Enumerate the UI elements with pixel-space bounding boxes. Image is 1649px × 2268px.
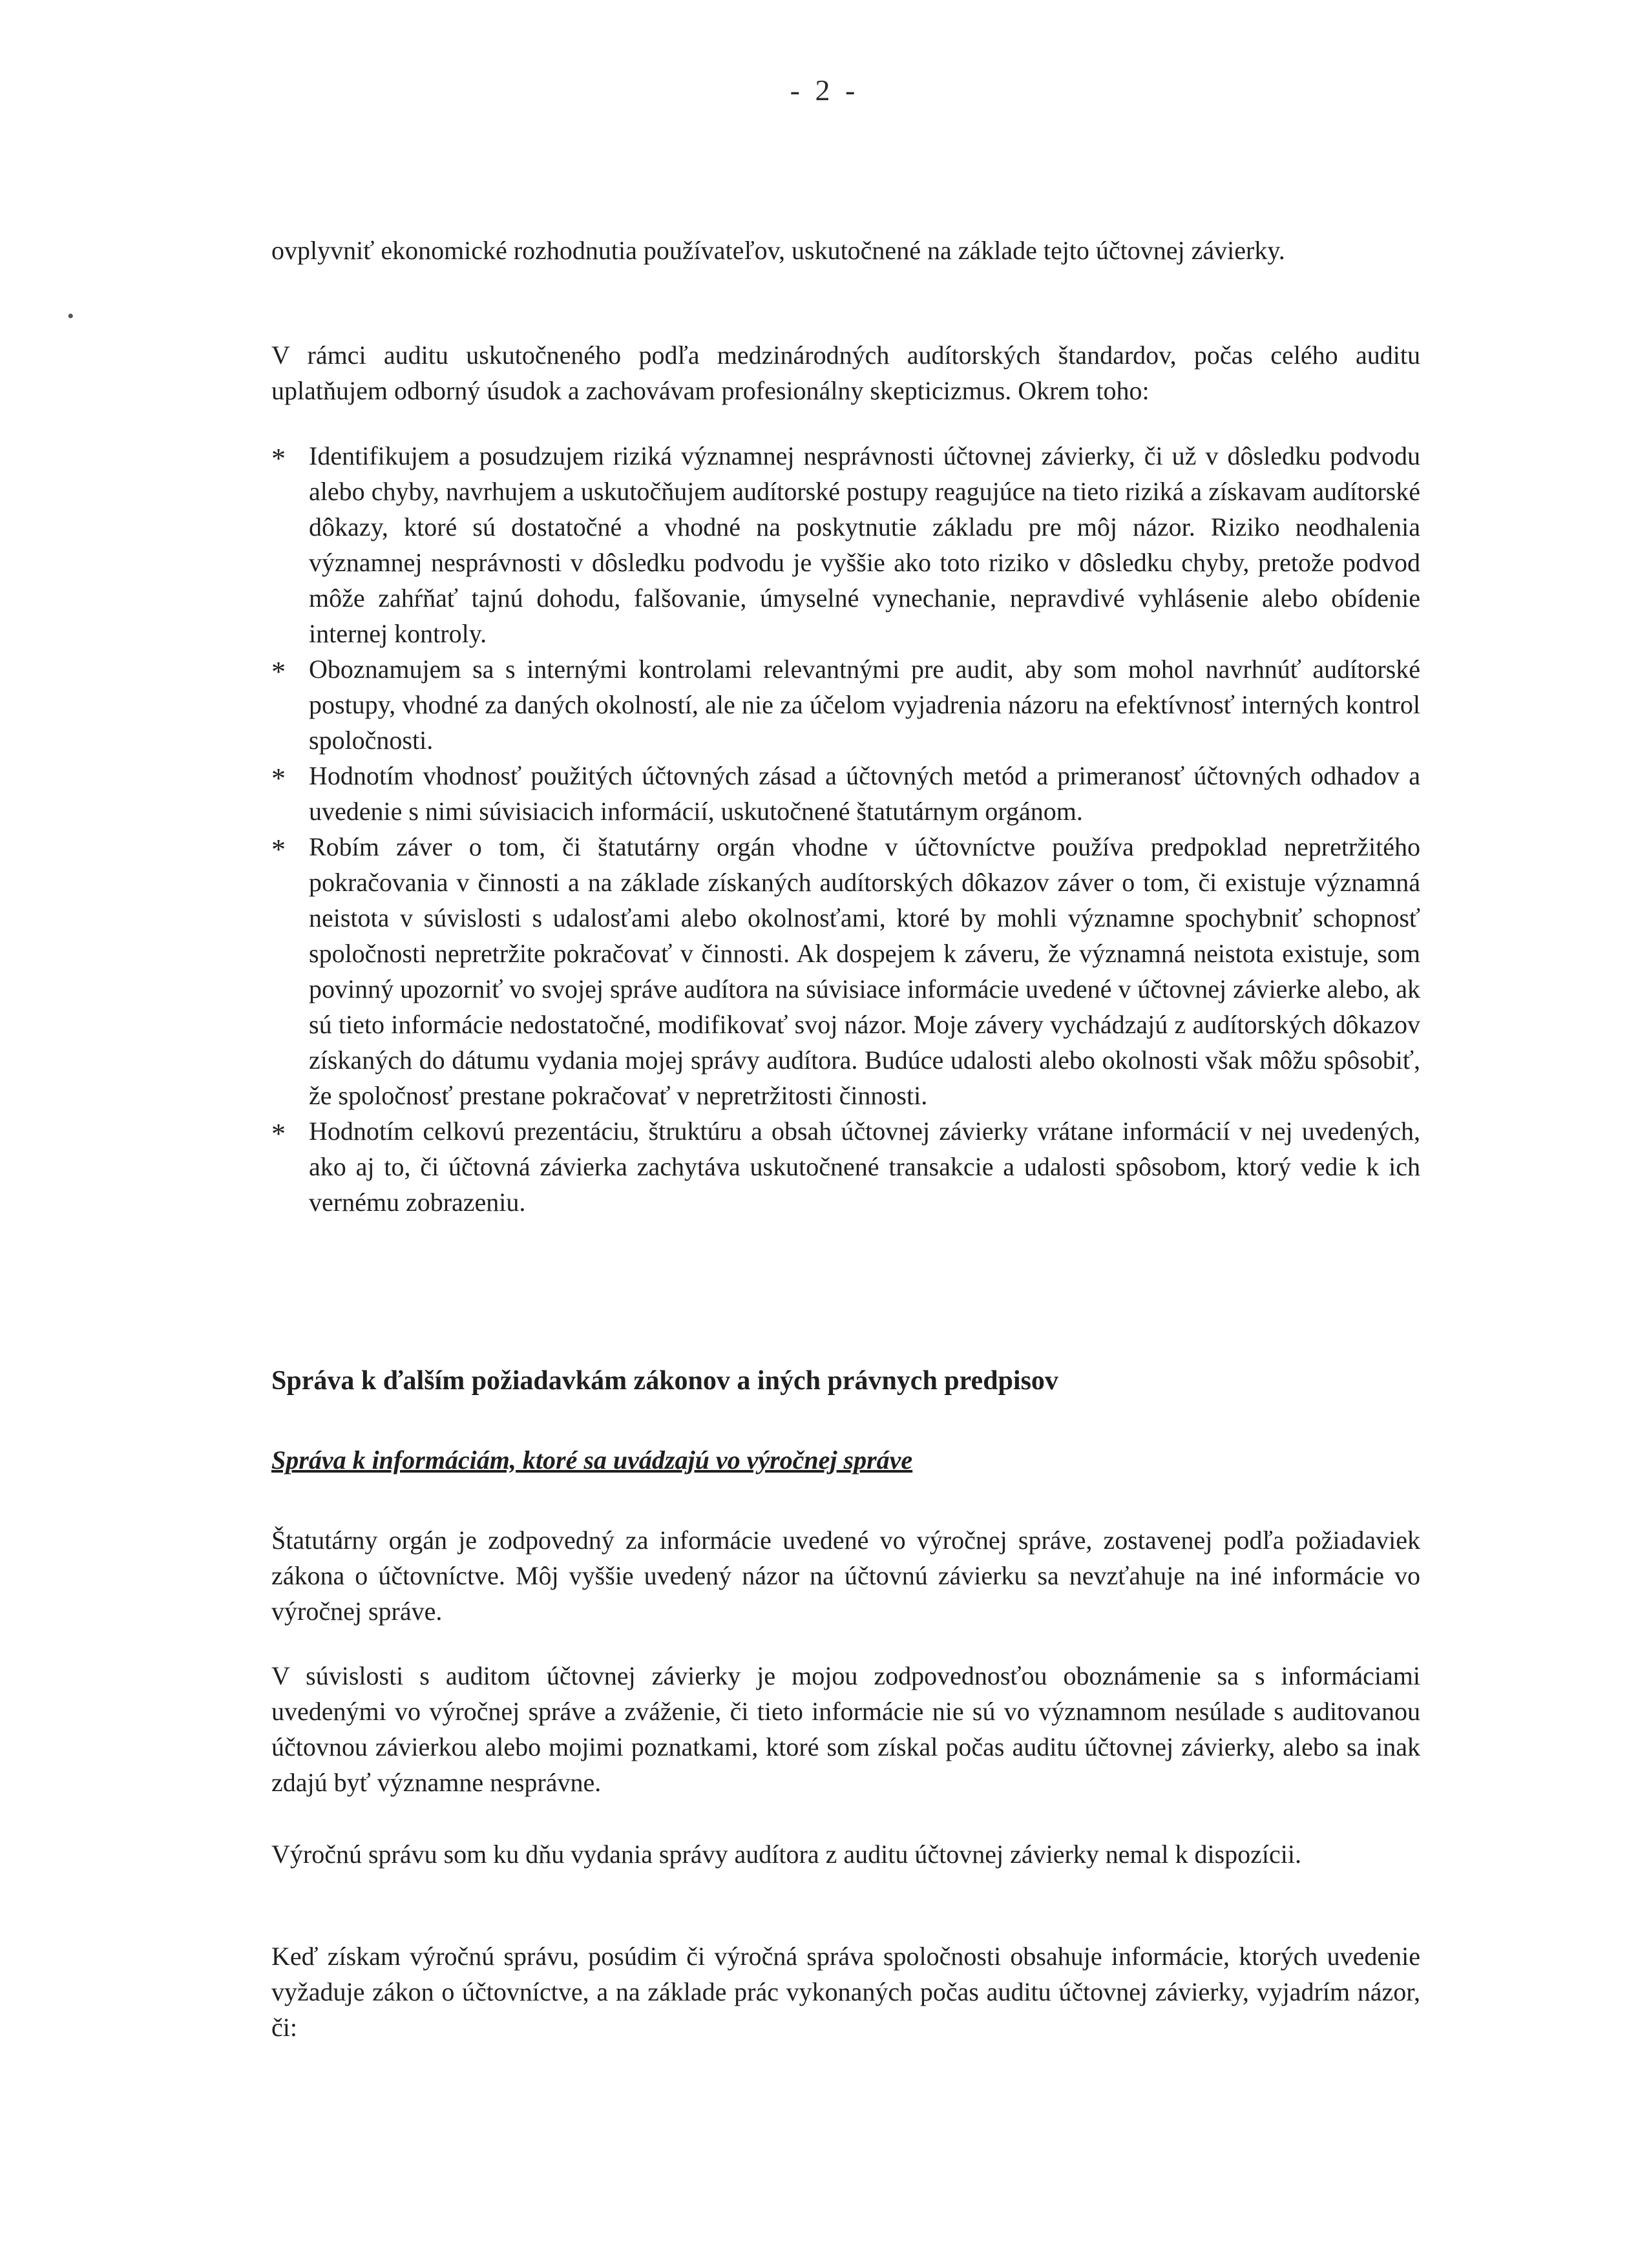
list-item-text: Oboznamujem sa s internými kontrolami relevantnými pre audit, aby som mohol navrhnúť audítorské postupy, vhodné za daných okolností, ale nie za účelom vyjadrenia názoru na efektívnosť interných kontrol spoločnosti. — [309, 655, 1420, 755]
paragraph-auditor-duty: V súvislosti s auditom účtovnej závierky je mojou zodpovednosťou oboznámenie sa s informáciami uvedenými vo výročnej správe a zváženie, či tieto informácie nie sú vo významnom nesúlade s auditovanou účtovnou závierkou alebo mojimi poznatkami, ktoré som získal počas auditu účtovnej závierky, alebo sa inak zdajú byť významne nesprávne. — [271, 1661, 1420, 1797]
section-heading: Správa k ďalším požiadavkám zákonov a iných právnych predpisov — [271, 1366, 1058, 1396]
list-item-text: Hodnotím vhodnosť použitých účtovných zásad a účtovných metód a primeranosť účtovných odhadov a uvedenie s nimi súvisiacich informácií, uskutočnené štatutárnym orgánom. — [309, 761, 1420, 826]
intro-paragraph: ovplyvniť ekonomické rozhodnutia používateľov, uskutočnené na základe tejto účtovnej závierky. — [271, 236, 1285, 265]
paragraph-responsibility: Štatutárny orgán je zodpovedný za informácie uvedené vo výročnej správe, zostavenej podľa požiadaviek zákona o účtovníctve. Môj vyššie uvedený názor na účtovnú závierku sa nevzťahuje na iné informácie vo výročnej správe. — [271, 1526, 1420, 1626]
list-item — [271, 651, 1420, 758]
list-item-text: Identifikujem a posudzujem riziká významnej nesprávnosti účtovnej závierky, či už v dôsledku podvodu alebo chyby, navrhujem a uskutočňujem audítorské postupy reagujúce na tieto riziká a získavam audítorské dôkazy, ktoré sú dostatočné a vhodné na poskytnutie základu pre môj názor. Riziko neodhalenia významnej nesprávnosti v dôsledku podvodu je vyššie ako toto riziko v dôsledku chyby, pretože podvod môže zahŕňať tajnú dohodu, falšovanie, úmyselné vynechanie, nepravdivé vyhlásenie alebo obídenie internej kontroly. — [309, 441, 1420, 648]
bullet-star: * — [271, 443, 286, 474]
list-item-text: Robím záver o tom, či štatutárny orgán vhodne v účtovníctve používa predpoklad nepretržitého pokračovania v činnosti a na základe získaných audítorských dôkazov záver o tom, či existuje významná neistota v súvislosti s udalosťami alebo okolnosťami, ktoré by mohli významne spochybniť schopnosť spoločnosti nepretržite pokračovať v činnosti. Ak dospejem k záveru, že významná neistota existuje, som povinný upozorniť vo svojej správe audítora na súvisiace informácie uvedené v účtovnej závierke alebo, ak sú tieto informácie nedostatočné, modifikovať svoj názor. Moje závery vychádzajú z audítorských dôkazov získaných do dátumu vydania mojej správy audítora. Budúce udalosti alebo okolnosti však môžu spôsobiť, že spoločnosť prestane pokračovať v nepretržitosti činnosti. — [309, 832, 1420, 1110]
audit-procedures-list — [271, 438, 1420, 1220]
bullet-star: * — [271, 762, 286, 794]
list-item — [271, 829, 1420, 1113]
paragraph-not-available: Výročnú správu som ku dňu vydania správy audítora z auditu účtovnej závierky nemal k dispozícii. — [271, 1840, 1302, 1869]
list-item — [271, 438, 1420, 651]
subsection-heading: Správa k informáciám, ktoré sa uvádzajú vo výročnej správe — [271, 1445, 913, 1475]
bullet-star: * — [271, 834, 286, 865]
bullet-star: * — [271, 1118, 286, 1150]
scope-paragraph: V rámci auditu uskutočneného podľa medzinárodných audítorských štandardov, počas celého auditu uplatňujem odborný úsudok a zachovávam profesionálny skepticizmus. Okrem toho: — [271, 341, 1420, 405]
list-item — [271, 758, 1420, 829]
list-item — [271, 1113, 1420, 1220]
page-number: - 2 - — [790, 74, 859, 107]
list-item-text: Hodnotím celkovú prezentáciu, štruktúru a obsah účtovnej závierky vrátane informácií v nej uvedených, ako aj to, či účtovná závierka zachytáva uskutočnené transakcie a udalosti spôsobom, ktorý vedie k ich vernému zobrazeniu. — [309, 1117, 1420, 1217]
bullet-star: * — [271, 656, 286, 688]
paragraph-future-opinion: Keď získam výročnú správu, posúdim či výročná správa spoločnosti obsahuje informácie, ktorých uvedenie vyžaduje zákon o účtovníctve, a na základe prác vykonaných počas auditu účtovnej závierky, vyjadrím názor, či: — [271, 1942, 1420, 2042]
scan-speck: • — [67, 306, 74, 327]
